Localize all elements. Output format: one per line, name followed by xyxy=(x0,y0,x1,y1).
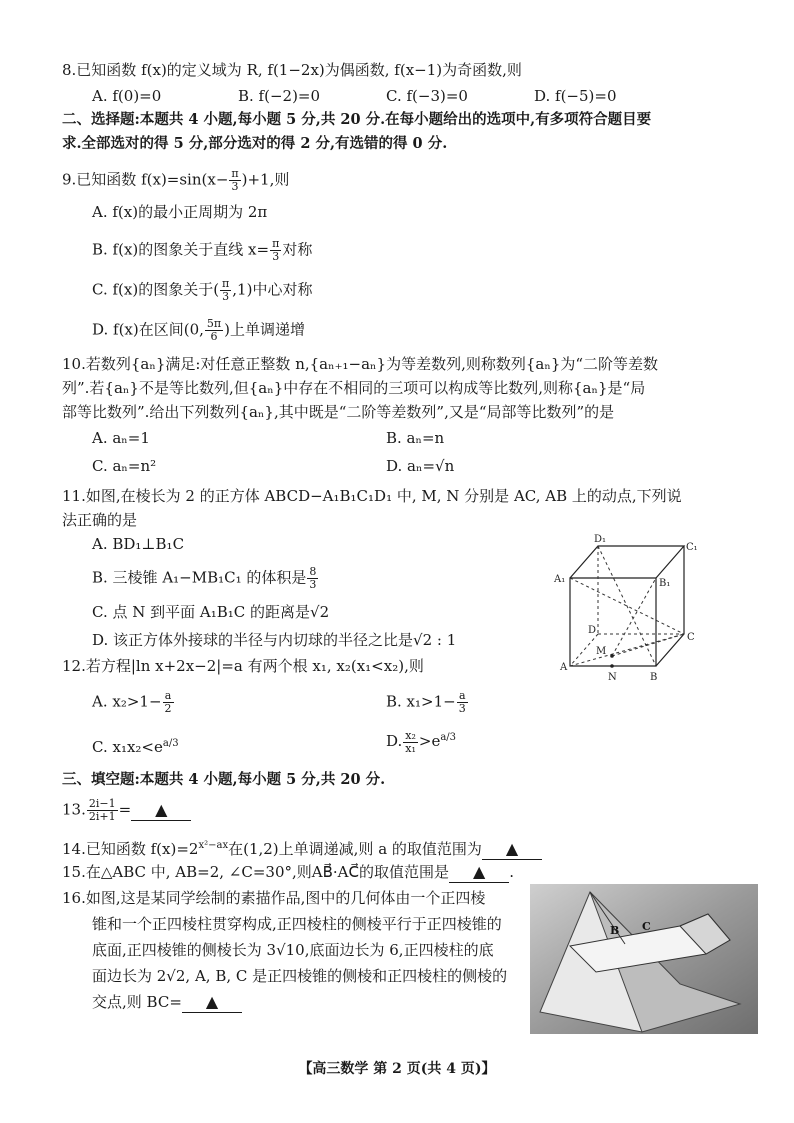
cube-top-edges xyxy=(570,546,684,578)
q16-line1: 16.如图,这是某同学绘制的素描作品,图中的几何体由一个正四棱 xyxy=(62,889,486,907)
q9-option-d-part2: )上单调递增 xyxy=(224,320,306,339)
q14 xyxy=(62,836,542,860)
label-a: A xyxy=(560,662,568,673)
q16-line3: 底面,正四棱锥的侧棱长为 3√10,底面边长为 6,正四棱柱的底 xyxy=(92,941,494,959)
q9-option-d-part1: D. f(x)在区间(0, xyxy=(92,320,204,339)
triangle-marker-icon: ▲ xyxy=(205,992,219,1011)
label-c1: C₁ xyxy=(686,542,698,553)
q8-option-a: A. f(0)=0 xyxy=(92,87,162,105)
point-m xyxy=(610,654,614,658)
q9-stem-part2: )+1,则 xyxy=(241,170,290,189)
q11-option-d: D. 该正方体外接球的半径与内切球的半径之比是√2 : 1 xyxy=(92,631,457,649)
cube-right-edges xyxy=(656,546,684,666)
fraction-denominator: x₁ xyxy=(405,741,416,755)
q11-line2: 法正确的是 xyxy=(62,511,138,529)
q9-pi-over-3 xyxy=(229,168,240,193)
fraction-denominator: 2 xyxy=(164,702,172,715)
point-n xyxy=(610,664,614,668)
q11-line1: 11.如图,在棱长为 2 的正方体 ABCD−A₁B₁C₁D₁ 中, M, N 分别是 AC, AB 上的动点,下列说 xyxy=(62,487,682,505)
q8-option-c: C. f(−3)=0 xyxy=(386,87,468,105)
cube-diagonal-ac xyxy=(570,634,684,666)
q8-stem: 8.已知函数 f(x)的定义域为 R, f(1−2x)为偶函数, f(x−1)为奇函数,则 xyxy=(62,61,522,79)
q15-text: 15.在△ABC 中, AB=2, ∠C=30°,则AB⃗·AC⃗的取值范围是 xyxy=(62,863,449,881)
q14-text-part2: 在(1,2)上单调递减,则 a 的取值范围为 xyxy=(228,840,482,858)
label-c: C xyxy=(687,632,695,643)
section3-header: 三、填空题:本题共 4 小题,每小题 5 分,共 20 分. xyxy=(62,771,386,788)
fraction-numerator: π xyxy=(222,277,230,290)
q12-option-d xyxy=(386,728,456,755)
label-d: D xyxy=(588,625,597,636)
sketch-label-c: C xyxy=(642,920,651,933)
q9-option-c-part2: ,1)中心对称 xyxy=(232,280,313,299)
q9-option-d xyxy=(92,318,305,343)
fraction-denominator: 3 xyxy=(272,250,280,263)
q14-text-part1: 14.已知函数 f(x)=2 xyxy=(62,840,199,858)
section2-header-line2: 求.全部选对的得 5 分,部分选对的得 2 分,有选错的得 0 分. xyxy=(62,135,448,152)
fraction-numerator: x₂ xyxy=(405,728,416,742)
q13-fraction xyxy=(87,798,118,823)
q16-line2: 锥和一个正四棱柱贯穿构成,正四棱柱的侧棱平行于正四棱锥的 xyxy=(92,915,502,933)
fraction-numerator: π xyxy=(231,167,239,180)
fraction-denominator: 3 xyxy=(458,702,466,715)
q12-option-d-part1: D. xyxy=(386,732,403,750)
fraction-numerator: 2i−1 xyxy=(88,797,116,810)
label-d1: D₁ xyxy=(594,534,607,545)
q16-answer-blank[interactable] xyxy=(182,992,242,1013)
q9-option-d-fraction xyxy=(205,318,223,343)
q9-option-c-fraction xyxy=(220,278,231,303)
q15 xyxy=(62,862,514,883)
q13 xyxy=(62,798,191,823)
q10-option-c: C. aₙ=n² xyxy=(92,457,157,475)
fraction-numerator: a xyxy=(457,690,468,703)
q9-option-c-part1: C. f(x)的图象关于( xyxy=(92,280,220,299)
q15-period: . xyxy=(509,863,515,881)
q12-option-c xyxy=(92,734,179,757)
label-b1: B₁ xyxy=(659,578,671,589)
q9-option-b-part1: B. f(x)的图象关于直线 x= xyxy=(92,240,270,259)
q12-option-b-fraction xyxy=(457,690,468,715)
q16-line5 xyxy=(92,992,242,1013)
fraction-numerator: 8 xyxy=(309,565,317,578)
fraction-denominator: 6 xyxy=(210,330,218,343)
q12-option-c-exponent: a/3 xyxy=(162,738,179,749)
triangle-marker-icon: ▲ xyxy=(472,862,486,881)
q15-answer-blank[interactable] xyxy=(449,862,509,883)
q11-option-a: A. BD₁⊥B₁C xyxy=(92,535,185,553)
q9-option-c xyxy=(92,278,312,303)
q10-option-a: A. aₙ=1 xyxy=(92,429,150,447)
q9-option-b xyxy=(92,238,312,263)
cube-hidden-edge-da xyxy=(570,634,598,666)
q8-option-b: B. f(−2)=0 xyxy=(238,87,321,105)
q9-option-b-part2: 对称 xyxy=(282,240,313,259)
q12-option-a-part1: A. x₂>1− xyxy=(92,692,162,711)
cube-figure xyxy=(552,530,712,690)
q13-number: 13. xyxy=(62,800,86,819)
q12-option-d-exponent: a/3 xyxy=(440,732,457,743)
cube-front-face xyxy=(570,578,656,666)
q12-option-b-part1: B. x₁>1− xyxy=(386,692,456,711)
cube-line-mc xyxy=(612,634,684,656)
q11-option-b-fraction xyxy=(307,566,318,591)
q12-option-a-fraction xyxy=(163,690,174,715)
q9-stem-part1: 9.已知函数 f(x)=sin(x− xyxy=(62,170,229,189)
q10-line3: 部等比数列”.给出下列数列{aₙ},其中既是“二阶等差数列”,又是“局部等比数列”的是 xyxy=(62,403,615,421)
q10-line2: 列”.若{aₙ}不是等比数列,但{aₙ}中存在不相同的三项可以构成等比数列,则称{aₙ}是“局 xyxy=(62,379,646,397)
sketch-image xyxy=(530,884,758,1034)
q10-line1: 10.若数列{aₙ}满足:对任意正整数 n,{aₙ₊₁−aₙ}为等差数列,则称数列{aₙ}为“二阶等差数 xyxy=(62,355,659,373)
triangle-marker-icon: ▲ xyxy=(505,839,519,858)
q8-option-d: D. f(−5)=0 xyxy=(534,87,617,105)
fraction-denominator: 3 xyxy=(309,578,317,591)
fraction-numerator: a xyxy=(163,690,174,703)
q12-option-b xyxy=(386,690,469,715)
fraction-numerator: π xyxy=(272,237,280,250)
q12-option-d-fraction xyxy=(403,730,418,755)
section2-header-line1: 二、选择题:本题共 4 小题,每小题 5 分,共 20 分.在每小题给出的选项中,有多项符合题目要 xyxy=(62,111,652,128)
fraction-denominator: 3 xyxy=(222,290,230,303)
label-a1: A₁ xyxy=(554,574,566,585)
fraction-denominator: 2i+1 xyxy=(88,810,116,823)
q14-exponent: x²−ax xyxy=(198,840,229,851)
q14-answer-blank[interactable] xyxy=(482,839,542,860)
page-footer: 【高三数学 第 2 页(共 4 页)】 xyxy=(298,1061,496,1077)
q11-option-b xyxy=(92,566,319,591)
label-n: N xyxy=(608,672,617,683)
q10-option-b: B. aₙ=n xyxy=(386,429,445,447)
label-m: M xyxy=(596,646,607,657)
q16-line5-text: 交点,则 BC= xyxy=(92,993,182,1011)
q9-stem xyxy=(62,168,289,193)
sketch-label-b: B xyxy=(610,924,620,937)
q12-option-a xyxy=(92,690,175,715)
q12-option-c-text: C. x₁x₂<e xyxy=(92,738,163,756)
q16-line4: 面边长为 2√2, A, B, C 是正四棱锥的侧棱和正四棱柱的侧棱的 xyxy=(92,967,508,985)
fraction-numerator: 5π xyxy=(206,317,222,330)
q11-option-c: C. 点 N 到平面 A₁B₁C 的距离是√2 xyxy=(92,603,330,621)
q12-stem: 12.若方程|ln x+2x−2|=a 有两个根 x₁, x₂(x₁<x₂),则 xyxy=(62,657,424,675)
triangle-marker-icon: ▲ xyxy=(155,799,168,819)
q10-option-d: D. aₙ=√n xyxy=(386,457,455,475)
fraction-denominator: 3 xyxy=(231,180,239,193)
q13-equals: = xyxy=(118,800,132,819)
label-b: B xyxy=(650,672,658,683)
cube-line-d1b xyxy=(598,546,656,666)
q9-option-b-fraction xyxy=(270,238,281,263)
sketch-drawing xyxy=(530,884,758,1034)
q11-option-b-part1: B. 三棱锥 A₁−MB₁C₁ 的体积是 xyxy=(92,568,307,587)
q9-option-a: A. f(x)的最小正周期为 2π xyxy=(92,203,268,221)
q12-option-d-part2: >e xyxy=(418,732,441,750)
q13-answer-blank[interactable] xyxy=(131,800,191,821)
